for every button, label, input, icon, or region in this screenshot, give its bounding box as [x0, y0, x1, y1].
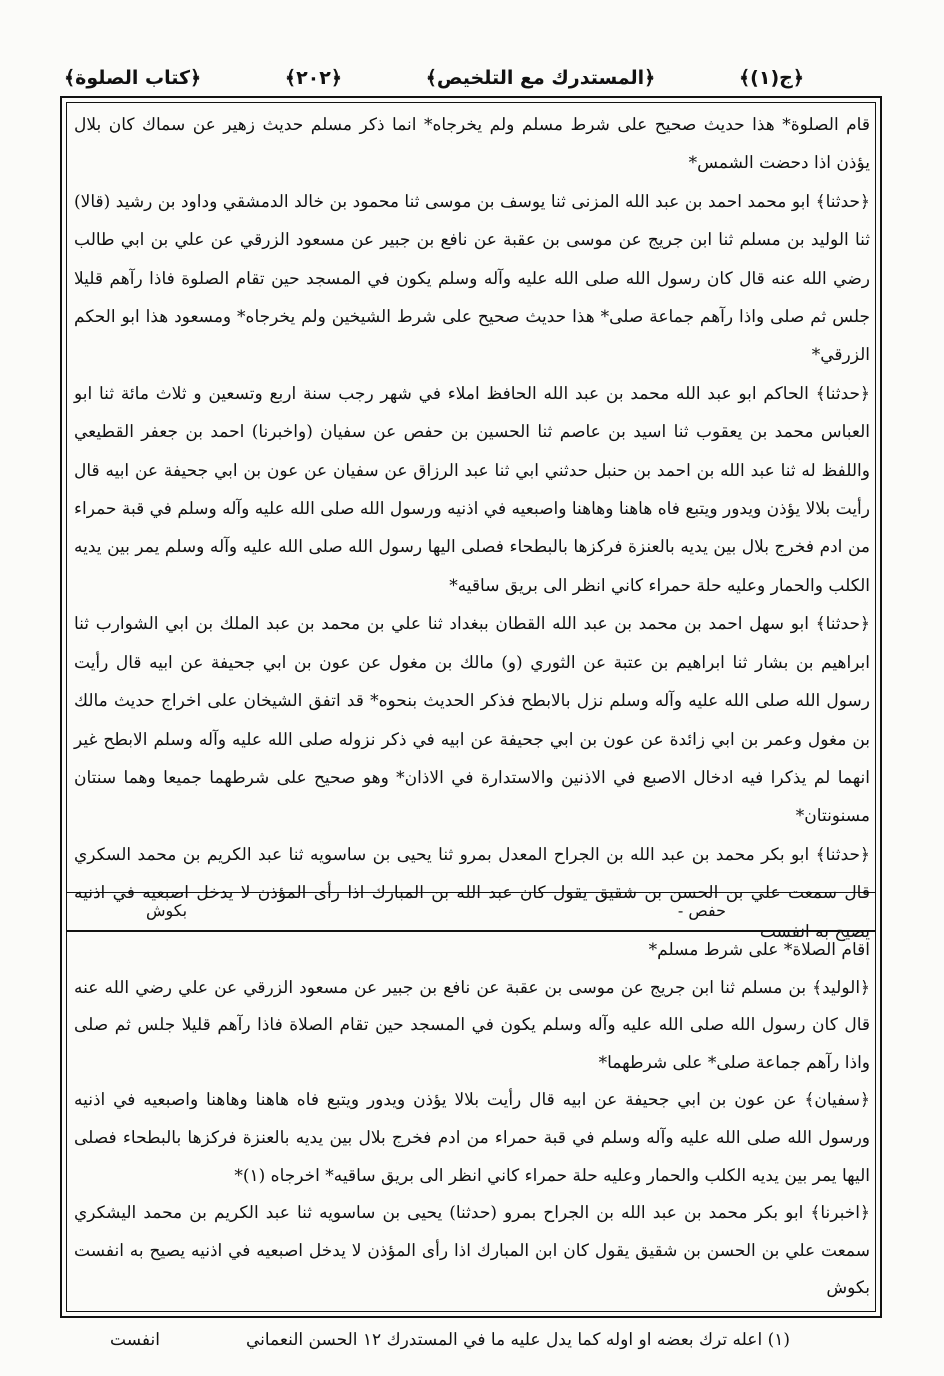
paragraph: ﴿اخبرنا﴾ ابو بكر محمد بن عبد الله بن الجراح بمرو (حدثنا) يحيى بن ساسويه ثنا عبد الكريم بن محمد اليشكري سمعت علي بن الحسن بن شقيق يقول كان ابن المبارك اذا رأى المؤذن لا يدخل اصبعيه في اذنيه يصيح به انفست بكوش [74, 1203, 870, 1299]
margin-note-right: - حفص [677, 901, 726, 920]
running-header [64, 60, 804, 96]
paragraph: ﴿حدثنا﴾ ابو محمد احمد بن عبد الله المزنى ثنا يوسف بن موسى ثنا محمود بن خالد الدمشقي وداود بن رشيد (قالا) ثنا الوليد بن مسلم ثنا ابن جريج عن موسى بن عقبة عن نافع بن جبير عن مسعود الزرقي عن علي بن ابي طالب رضي الله عنه قال كان رسول الله صلى الله عليه وآله وسلم يكون في المسجد حين تقام الصلوة فاذا رآهم قليلا جلس ثم صلى واذا رآهم جماعة صلى* هذا حديث صحيح على شرط الشيخين ولم يخرجاه* ومسعود هذا ابو الحكم الزرقي* [74, 191, 870, 366]
paragraph: ﴿حدثنا﴾ ابو بكر محمد بن عبد الله بن الجراح المعدل بمرو ثنا يحيى بن ساسويه ثنا عبد الكريم بن محمد السكري قال سمعت علي بن الحسن بن شقيق يقول كان عبد الله بن المبارك اذا رأى المؤذن لا يدخل اصبعيه في اذنيه يصيح به انفست [74, 844, 870, 942]
footnote-row [110, 1322, 790, 1358]
paragraph: ﴿الوليد﴾ بن مسلم ثنا ابن جريج عن موسى بن عقبة عن نافع بن جبير عن مسعود الزرقي عن علي رضي الله عنه قال كان رسول الله صلى الله عليه وآله وسلم يكون في المسجد حين تقام الصلاة فاذا رآهم قليلا جلس ثم صلى واذا رآهم جماعة صلى* على شرطهما* [74, 977, 870, 1073]
paragraph: اقام الصلاة* على شرط مسلم* [648, 940, 870, 960]
paragraph: ﴿سفيان﴾ عن عون بن ابي جحيفة عن ابيه قال رأيت بلالا يؤذن ويدور ويتبع فاه هاهنا وهاهنا واصبعيه في اذنيه ورسول الله صلى الله عليه وآله وسلم في قبة حمراء من ادم فخرج بلال بين يديه بالعنزة فركزها بالبطحاء فصلى اليها يمر بين يديه الكلب والحمار وعليه حلة حمراء كاني انظر الى بريق ساقيه* اخرجاه (۱)* [74, 1090, 870, 1186]
book-title: ﴿المستدرك مع التلخيص﴾ [425, 67, 656, 89]
footnote-text: (۱) اعله ترك بعضه او اوله كما يدل عليه ما في المستدرك ۱۲ الحسن النعماني [245, 1330, 790, 1350]
section-title: ﴿كتاب الصلوة﴾ [64, 67, 202, 89]
paragraph: ﴿حدثنا﴾ ابو سهل احمد بن محمد بن عبد الله القطان ببغداد ثنا علي بن محمد بن عبد الملك بن ابي الشوارب ثنا ابراهيم بن بشار ثنا ابراهيم بن عتبة عن الثوري (و) مالك بن مغول عن عون بن ابي جحيفة عن ابيه قال رأيت رسول الله صلى الله عليه وآله وسلم نزل بالابطح فذكر الحديث بنحوه* قد اتفق الشيخان على اخراج حديث مالك بن مغول وعمر بن ابي زائدة عن عون بن ابي جحيفة عن ابيه في ذكر نزوله صلى الله عليه وآله وسلم الابطح غير انهما لم يذكرا فيه ادخال الاصبع في الاذنين والاستدارة في الاذان* وهو صحيح على شرطهما جميعا وهما سنتان مسنونتان* [74, 614, 870, 827]
footnote-left: انفست [110, 1330, 160, 1350]
margin-note-row [66, 892, 876, 932]
paragraph: ﴿حدثنا﴾ الحاكم ابو عبد الله محمد بن عبد الله الحافظ املاء في شهر رجب سنة اربع وتسعين و ثلاث مائة ثنا ابو العباس محمد بن يعقوب ثنا اسيد بن عاصم ثنا الحسين بن حفص عن سفيان (واخبرنا) احمد بن جعفر القطيعي واللفظ له ثنا عبد الله بن احمد بن حنبل حدثني ابي ثنا عبد الرزاق عن سفيان عن عون بن ابي جحيفة عن ابيه قال رأيت بلالا يؤذن ويدور ويتبع فاه هاهنا وهاهنا واصبعيه في اذنيه ورسول الله صلى الله عليه وآله وسلم في قبة حمراء من ادم فخرج بلال بين يديه بالعنزة فركزها بالبطحاء فصلى اليها رسول الله صلى الله عليه وآله وسلم يمر بين يديه الكلب والحمار وعليه حلة حمراء كاني انظر الى بريق ساقيه* [74, 383, 870, 596]
main-text [74, 106, 870, 951]
summary-text [74, 932, 870, 1308]
paragraph: قام الصلوة* هذا حديث صحيح على شرط مسلم ولم يخرجاه* انما ذكر مسلم حديث زهير عن سماك كان بلال يؤذن اذا دحضت الشمس* [74, 115, 870, 174]
margin-note-left: بكوش [146, 901, 188, 920]
volume-label: ﴿ج(۱)﴾ [739, 67, 804, 89]
page-number: ﴿۲۰۲﴾ [284, 67, 342, 89]
